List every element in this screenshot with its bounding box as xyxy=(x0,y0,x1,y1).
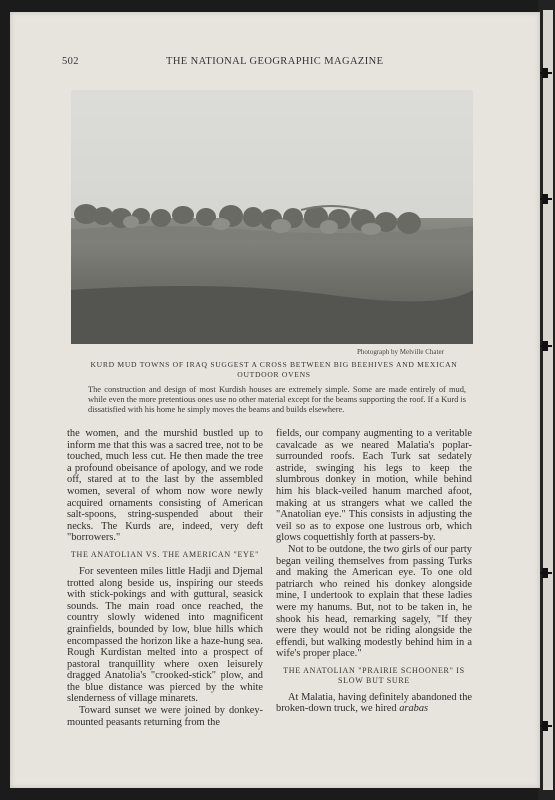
tab-notch xyxy=(538,345,552,347)
next-page-edge xyxy=(543,10,553,790)
photo-credit: Photograph by Melville Chater xyxy=(357,348,444,356)
paragraph: For seventeen miles little Hadji and Djemal trotted along beside us, inspiring our steeds with stick-pokings and with guttural, seasick sounds. The main road once reached, the country slowly widened into magnificent grainfields, bounded by low, blue hills which encompassed the horizon like a haze-hung sea. Rough Kurdistan melted into a prospect of pastoral tranquillity where oxen leisurely dragged Anatolia's "crooked-stick" plow, and the blue distance was pierced by the white slenderness of village minarets. xyxy=(67,565,263,705)
tab-notch xyxy=(538,725,552,727)
page-number: 502 xyxy=(62,56,79,67)
tab-notch xyxy=(538,72,552,74)
running-header xyxy=(62,56,476,70)
paragraph-text: At Malatia, having definitely abandoned the broken-down truck, we hired xyxy=(276,691,472,715)
paragraph: the women, and the murshid bustled up to inform me that this was a sacred tree, not to be touched, much less cut. He then made the tree a profound obeisance of apology, and we rode off, stared at to the last by the assembled women, several of whom now wore newly acquired ornaments consisting of American salt-spoons, string-suspended about their necks. The Kurds are, indeed, very deft "borrowers." xyxy=(67,428,263,544)
caption-title: KURD MUD TOWNS OF IRAQ SUGGEST A CROSS BETWEEN BIG BEEHIVES AND MEXICAN OUTDOOR OVENS xyxy=(90,360,458,379)
section-subhead: THE ANATOLIAN "PRAIRIE SCHOONER" IS SLOW BUT SURE xyxy=(283,665,465,685)
paragraph: Not to be outdone, the two girls of our party began veiling themselves from passing Turks and making the American eye. To one old patriarch who reined his donkey alongside mine, I undertook to explain that these ladies were my hanums. But, not to be taken in, he shook his head, remarking sagely, "If they were they would not be riding alongside the effendi, but walking modestly behind him in a wife's proper place." xyxy=(276,543,472,660)
section-subhead: THE ANATOLIAN VS. THE AMERICAN "EYE" xyxy=(70,549,260,559)
paragraph: fields, our company augmenting to a veritable cavalcade as we neared Malatia's poplar-surrounded roofs. Each Turk sat sedately astride, swinging his legs to keep the slumbrous donkey in motion, while behind him his black-veiled hanum marched afoot, making at us strangers what we called the "Anatolian eye." This consists in adjusting the veil so as to expose one lustrous orb, which glows coquettishly forth at passers-by. xyxy=(276,428,472,544)
paragraph xyxy=(276,692,472,715)
caption-body: The construction and design of most Kurdish houses are extremely simple. Some are made entirely of mud, while even the more pretentious ones use no other material except for the beams supporting the roof. If a Kurd is dissatisfied with his home he simply moves the beams and builds elsewhere. xyxy=(88,385,466,414)
text-column-right xyxy=(276,428,472,715)
tab-notch xyxy=(538,198,552,200)
italic-word: arabas xyxy=(399,703,429,715)
photograph-mud-town xyxy=(71,90,473,344)
magazine-title: THE NATIONAL GEOGRAPHIC MAGAZINE xyxy=(166,56,384,67)
paragraph: Toward sunset we were joined by donkey-mounted peasants returning from the xyxy=(67,705,263,728)
tab-notch xyxy=(538,572,552,574)
text-column-left xyxy=(67,428,263,728)
